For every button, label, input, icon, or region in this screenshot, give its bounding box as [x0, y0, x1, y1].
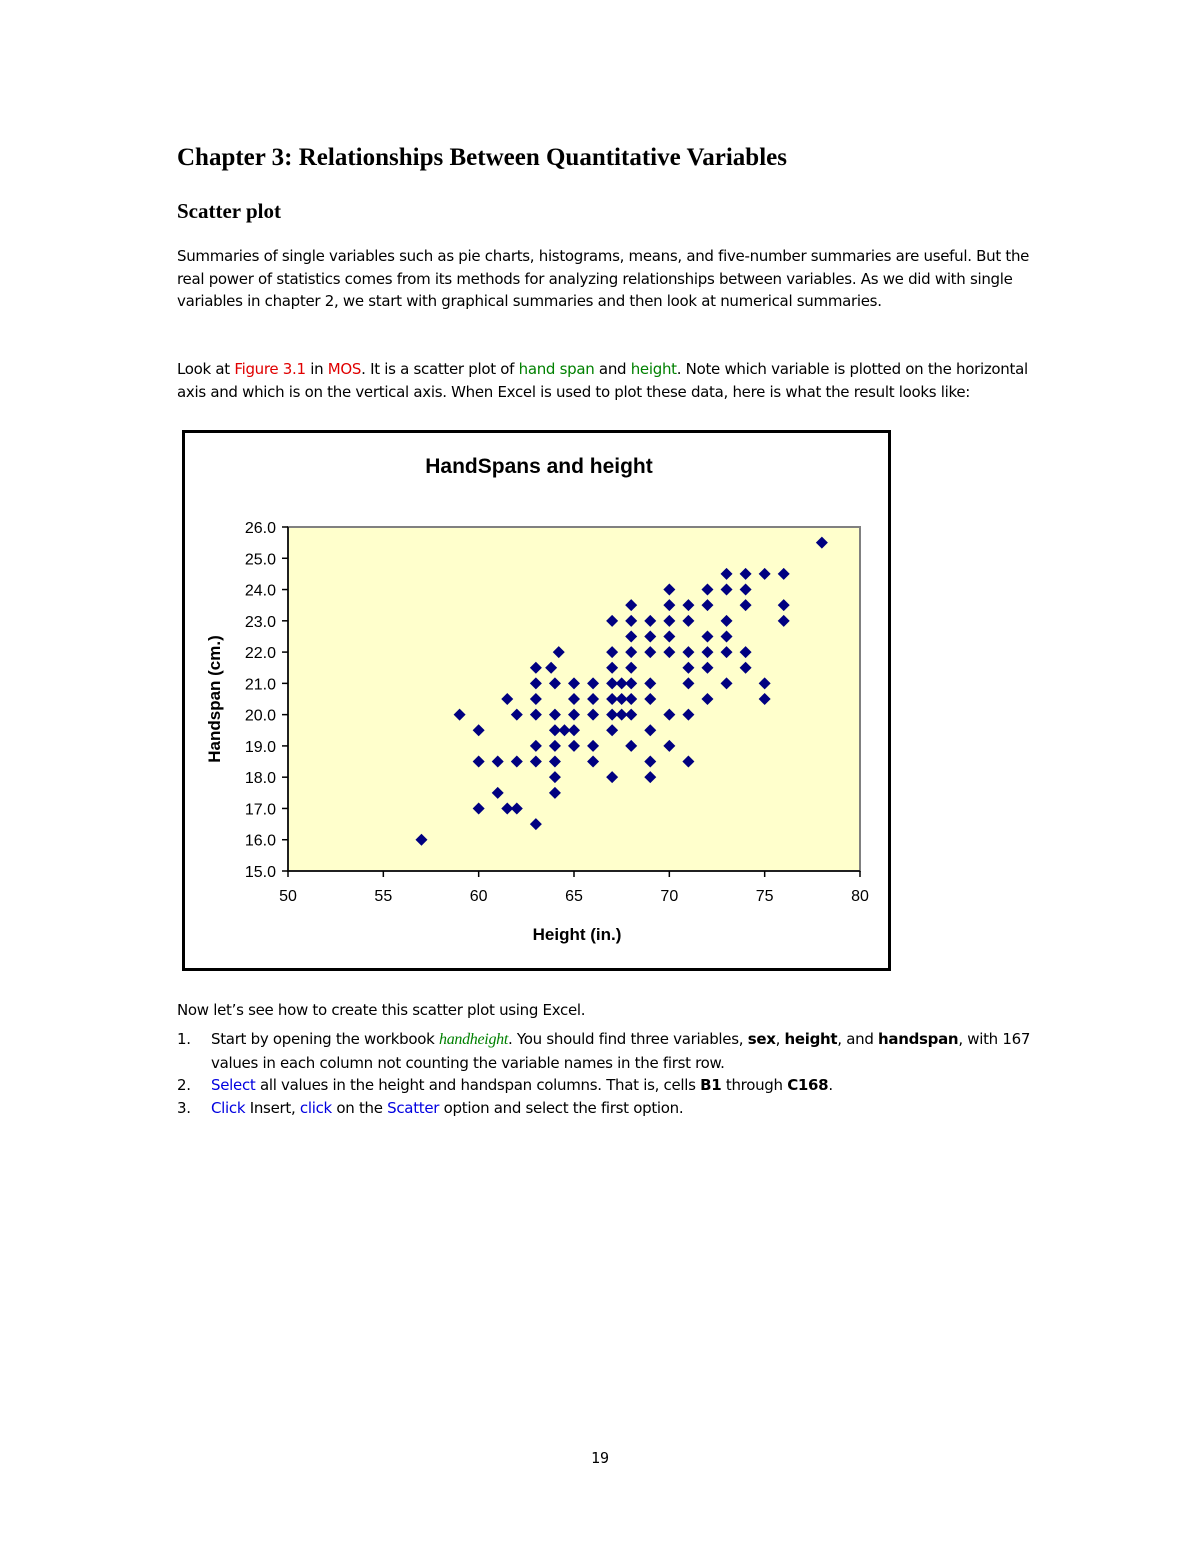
cell-start: B1	[700, 1076, 722, 1094]
figure-reference-paragraph	[177, 358, 1037, 403]
y-tick-label: 18.0	[244, 770, 276, 788]
steps-intro: Now let’s see how to create this scatter plot using Excel.	[177, 1001, 586, 1019]
mos-link[interactable]: MOS	[327, 360, 362, 378]
step-text: on the	[331, 1098, 388, 1117]
var-sex: sex	[747, 1030, 776, 1048]
step-text: Start by opening the workbook	[211, 1030, 439, 1048]
handheight-workbook-link[interactable]: handheight	[439, 1031, 508, 1048]
step-number: 2.	[177, 1076, 191, 1094]
figure-3-1-link[interactable]: Figure 3.1	[234, 360, 306, 378]
y-axis-label: Handspan (cm.)	[205, 635, 224, 763]
y-tick-label: 15.0	[244, 864, 276, 881]
y-axis	[245, 520, 288, 881]
y-tick-label: 19.0	[244, 738, 276, 756]
step-text: , and	[837, 1030, 879, 1048]
step-text: Insert,	[245, 1098, 300, 1117]
step-number: 3.	[177, 1098, 191, 1117]
step-text: all values in the height and handspan columns. That is, cells	[255, 1076, 701, 1094]
paragraph-text: . It is a scatter plot of	[361, 360, 519, 378]
y-tick-label: 17.0	[244, 801, 276, 819]
x-tick-label: 50	[279, 888, 297, 905]
step-text: . You should find three variables,	[508, 1030, 748, 1048]
x-tick-label: 60	[469, 888, 488, 905]
steps-list	[177, 1028, 1037, 1119]
step-text: through	[721, 1076, 788, 1094]
y-tick-label: 23.0	[244, 613, 276, 631]
height-term: height	[630, 360, 677, 378]
x-tick-label: 80	[851, 888, 869, 905]
x-axis-label: Height (in.)	[532, 925, 622, 944]
hand-span-term: hand span	[518, 360, 595, 378]
paragraph-text: in	[305, 360, 328, 378]
paragraph-text: Look at	[177, 360, 235, 378]
step-text: option and select the first option.	[439, 1098, 684, 1117]
paragraph-text: . Note which variable is plotted on the horizontal axis and which is on the vertical axis. When Excel is used to plot these data, here is what the result looks like:	[177, 360, 1028, 401]
step-text: .	[828, 1076, 833, 1094]
click-link-2[interactable]: click	[299, 1098, 332, 1117]
scatter-chart	[182, 430, 891, 971]
y-tick-label: 24.0	[244, 582, 276, 600]
var-handspan: handspan	[878, 1030, 959, 1048]
x-tick-label: 65	[565, 888, 583, 905]
y-tick-label: 22.0	[244, 645, 276, 663]
y-tick-label: 26.0	[244, 520, 276, 537]
y-tick-label: 20.0	[244, 707, 276, 725]
y-tick-label: 25.0	[244, 551, 276, 569]
scatter-chart-svg	[185, 433, 888, 968]
chart-title: HandSpans and height	[425, 455, 653, 478]
section-title: Scatter plot	[177, 199, 282, 223]
step-1	[177, 1028, 1037, 1074]
y-tick-label: 21.0	[244, 676, 276, 694]
x-tick-label: 75	[755, 888, 774, 905]
intro-paragraph: Summaries of single variables such as pie charts, histograms, means, and five-number summaries are useful. But the real power of statistics comes from its methods for analyzing relationships between variables. As we did with single variables in chapter 2, we start with graphical summaries and then look at numerical summaries.	[177, 247, 1030, 310]
x-axis	[279, 871, 869, 905]
step-number: 1.	[177, 1030, 191, 1048]
scatter-link[interactable]: Scatter	[387, 1098, 440, 1117]
paragraph-text: and	[594, 360, 631, 378]
step-3	[177, 1097, 1037, 1120]
page-number: 19	[590, 1449, 610, 1467]
y-tick-label: 16.0	[244, 832, 276, 850]
select-link[interactable]: Select	[211, 1076, 256, 1094]
click-link[interactable]: Click	[211, 1098, 246, 1117]
step-text: ,	[775, 1030, 785, 1048]
x-tick-label: 70	[660, 888, 679, 905]
chapter-title: Chapter 3: Relationships Between Quantitative Variables	[177, 144, 787, 171]
var-height: height	[784, 1030, 838, 1048]
x-tick-label: 55	[374, 888, 393, 905]
step-2	[177, 1074, 1037, 1097]
step-text: , with 167 values in each column not counting the variable names in the first row.	[211, 1030, 1031, 1072]
cell-end: C168	[787, 1076, 829, 1094]
